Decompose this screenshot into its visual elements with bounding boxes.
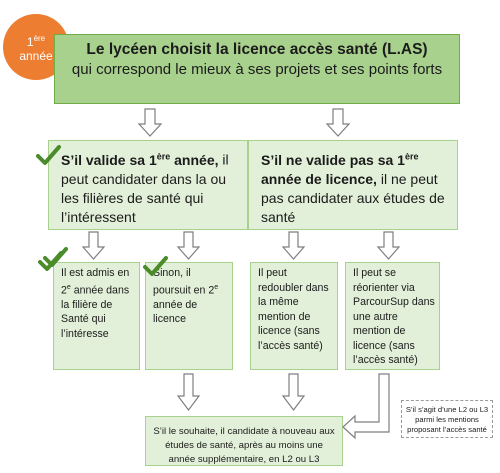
branch-not-valid-bold-prefix: S’il ne valide pas sa 1 bbox=[261, 151, 405, 168]
down-arrow-icon bbox=[283, 232, 304, 259]
outcome-repeat-text: Il peut redoubler dans la même mention de licence (sans l’accès santé) bbox=[258, 267, 329, 352]
final-text: S’il le souhaite, il candidate à nouveau aux études de santé, après au moins une année supplémentaire, en L2 ou L3 bbox=[153, 426, 335, 465]
down-arrow-icon bbox=[327, 109, 349, 136]
outcome-admitted-sup: e bbox=[66, 283, 71, 291]
title-bold: Le lycéen choisit la licence accès santé (L.AS) bbox=[86, 41, 428, 58]
elbow-arrow-icon bbox=[343, 374, 389, 438]
branch-not-valid-bold-suffix: année de licence, bbox=[261, 170, 377, 187]
branch-not-valid-box bbox=[248, 140, 458, 230]
year-badge-word: année bbox=[19, 48, 53, 63]
title-box bbox=[54, 34, 460, 104]
down-arrow-icon bbox=[378, 232, 399, 259]
outcome-otherwise-box bbox=[145, 262, 233, 370]
outcome-reorient-text: Il peut se réorienter via ParcourSup dans une autre mention de licence (sans l’accès santé) bbox=[353, 267, 435, 366]
branch-valid-box bbox=[48, 140, 248, 230]
note-box bbox=[401, 400, 493, 438]
year-badge-superscript: ère bbox=[33, 33, 46, 43]
outcome-admitted-box bbox=[53, 262, 140, 370]
branch-valid-text: il peut candidater dans la ou les filières de santé qui l’intéressent bbox=[61, 151, 229, 225]
branch-valid-bold-suffix: année, bbox=[170, 151, 219, 168]
outcome-admitted-suffix: année dans la filière de Santé qui l’intéresse bbox=[61, 284, 130, 340]
title-rest: qui correspond le mieux à ses projets et ses points forts bbox=[71, 60, 443, 78]
down-arrow-icon bbox=[83, 232, 104, 259]
final-box bbox=[145, 416, 343, 466]
branch-valid-bold-prefix: S’il valide sa 1 bbox=[61, 151, 157, 168]
outcome-otherwise-prefix: Sinon, il poursuit en 2 bbox=[153, 267, 215, 297]
year-badge-number: 1 bbox=[26, 34, 34, 49]
outcome-otherwise-sup: e bbox=[214, 283, 219, 291]
outcome-admitted-prefix: Il est admis en 2 bbox=[61, 267, 130, 297]
note-text: S’il s’agit d’une L2 ou L3 parmi les mentions proposant l’accès santé bbox=[405, 405, 489, 434]
outcome-reorient-box bbox=[345, 262, 440, 370]
branch-not-valid-bold-sup: ère bbox=[404, 151, 419, 161]
branch-valid-bold-sup: ère bbox=[156, 151, 171, 161]
branch-not-valid-text: il ne peut pas candidater aux études de santé bbox=[261, 170, 445, 225]
down-arrow-icon bbox=[178, 232, 199, 259]
outcome-repeat-box bbox=[250, 262, 338, 370]
down-arrow-icon bbox=[178, 374, 199, 410]
outcome-otherwise-suffix: année de licence bbox=[153, 298, 198, 326]
down-arrow-icon bbox=[283, 374, 304, 410]
down-arrow-icon bbox=[139, 109, 161, 136]
